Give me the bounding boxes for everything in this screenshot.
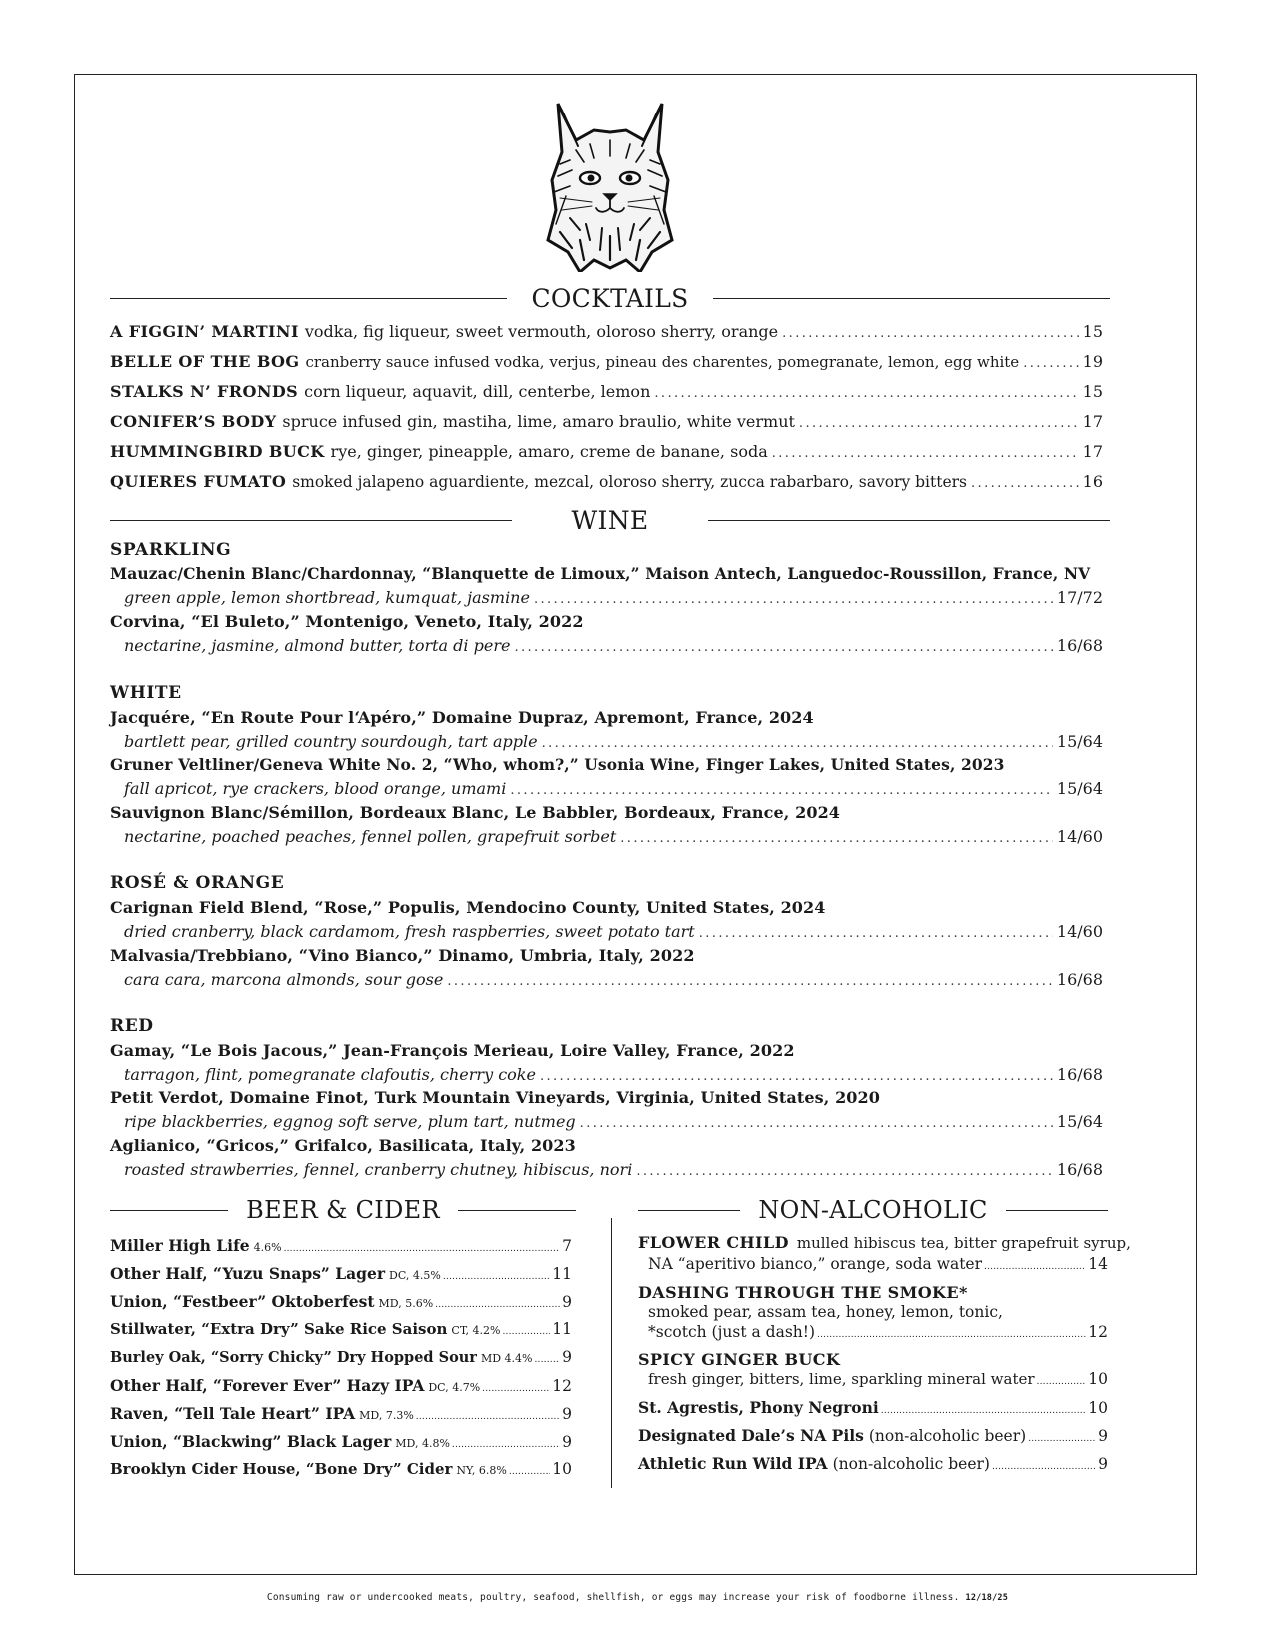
beer-price: 9 <box>562 1405 572 1423</box>
wine-notes: green apple, lemon shortbread, kumquat, jasmine <box>124 588 530 607</box>
na-desc: fresh ginger, bitters, lime, sparkling mineral water <box>648 1370 1035 1388</box>
cocktail-name: A FIGGIN’ MARTINI <box>110 322 299 341</box>
wine-title: Gruner Veltliner/Geneva White No. 2, “Who, whom?,” Usonia Wine, Finger Lakes, United States, 2023 <box>110 755 1005 774</box>
na-item <box>638 1398 1108 1417</box>
divider <box>708 520 1110 521</box>
cocktail-item <box>110 442 1103 461</box>
divider <box>110 1210 228 1211</box>
leader-dots <box>482 1384 550 1394</box>
na-name: Designated Dale’s NA Pils <box>638 1426 864 1445</box>
beer-meta: DC, 4.5% <box>389 1269 441 1282</box>
section-title: NON-ALCOHOLIC <box>758 1196 988 1224</box>
leader-dots <box>540 1069 1053 1084</box>
cocktail-price: 17 <box>1082 442 1103 461</box>
leader-dots <box>636 1164 1053 1179</box>
wine-title: Mauzac/Chenin Blanc/Chardonnay, “Blanquette de Limoux,” Maison Antech, Languedoc-Roussillon, France, NV <box>110 564 1091 583</box>
beer-meta: DC, 4.7% <box>428 1381 481 1394</box>
beer-name: Stillwater, “Extra Dry” Sake Rice Saison <box>110 1320 448 1338</box>
wine-title: Malvasia/Trebbiano, “Vino Bianco,” Dinamo, Umbria, Italy, 2022 <box>110 946 695 965</box>
wine-category: WHITE <box>110 683 182 703</box>
beer-meta: MD, 7.3% <box>359 1409 414 1422</box>
wine-notes-row <box>124 779 1103 798</box>
divider <box>1006 1210 1108 1211</box>
wine-notes: dried cranberry, black cardamom, fresh raspberries, sweet potato tart <box>124 922 695 941</box>
beer-name: Other Half, “Yuzu Snaps” Lager <box>110 1264 386 1283</box>
cocktail-item <box>110 412 1103 431</box>
leader-dots <box>654 386 1078 401</box>
wine-header <box>110 506 1110 535</box>
wine-notes: bartlett pear, grilled country sourdough, tart apple <box>124 732 538 751</box>
wine-notes-row <box>124 732 1103 751</box>
leader-dots <box>580 1116 1053 1131</box>
na-item-flower-child <box>638 1233 1131 1252</box>
leader-dots <box>817 1330 1086 1340</box>
leader-dots <box>881 1406 1086 1416</box>
na-name: Athletic Run Wild IPA <box>638 1454 828 1473</box>
wine-notes: nectarine, jasmine, almond butter, torta di pere <box>124 636 511 655</box>
cocktail-item <box>110 352 1103 371</box>
na-price: 9 <box>1098 1427 1108 1445</box>
wine-notes-row <box>124 1065 1103 1084</box>
na-desc-row <box>648 1370 1108 1388</box>
wine-notes: ripe blackberries, eggnog soft serve, plum tart, nutmeg <box>124 1112 576 1131</box>
wine-price: 14/60 <box>1056 827 1103 846</box>
beer-item <box>110 1292 572 1311</box>
wine-price: 16/68 <box>1056 1160 1103 1179</box>
leader-dots <box>542 736 1053 751</box>
leader-dots <box>534 592 1053 607</box>
leader-dots <box>971 476 1079 491</box>
cocktail-name: CONIFER’S BODY <box>110 412 277 431</box>
beer-name: Union, “Blackwing” Black Lager <box>110 1432 392 1451</box>
section-title: WINE <box>571 506 649 535</box>
leader-dots <box>447 974 1053 989</box>
wine-price: 15/64 <box>1056 732 1103 751</box>
leader-dots <box>799 416 1079 431</box>
wine-notes-row <box>124 827 1103 846</box>
leader-dots <box>284 1244 561 1254</box>
wine-category: RED <box>110 1016 154 1036</box>
wine-notes: roasted strawberries, fennel, cranberry chutney, hibiscus, nori <box>124 1160 633 1179</box>
section-title: BEER & CIDER <box>246 1196 440 1224</box>
beer-header <box>110 1196 576 1224</box>
wine-price: 15/64 <box>1056 779 1103 798</box>
wine-price: 16/68 <box>1056 1065 1103 1084</box>
na-suffix: (non-alcoholic beer) <box>832 1455 990 1473</box>
wine-category: ROSÉ & ORANGE <box>110 873 285 893</box>
wine-title: Sauvignon Blanc/Sémillon, Bordeaux Blanc, Le Babbler, Bordeaux, France, 2024 <box>110 803 841 822</box>
beer-meta: CT, 4.2% <box>451 1324 501 1337</box>
divider <box>110 298 507 299</box>
na-price: 14 <box>1088 1255 1108 1273</box>
leader-dots <box>416 1412 560 1422</box>
column-divider <box>611 1218 612 1488</box>
cocktail-price: 15 <box>1082 382 1103 401</box>
cocktail-name: STALKS N’ FRONDS <box>110 382 299 401</box>
na-desc: mulled hibiscus tea, bitter grapefruit syrup, <box>796 1234 1131 1252</box>
na-desc-row <box>648 1323 1108 1341</box>
beer-price: 7 <box>562 1237 572 1255</box>
beer-price: 11 <box>552 1320 572 1338</box>
beer-price: 11 <box>552 1265 572 1283</box>
wine-notes-row <box>124 922 1103 941</box>
beer-meta: NY, 6.8% <box>456 1464 507 1477</box>
cocktail-item <box>110 382 1103 401</box>
cocktail-desc: corn liqueur, aquavit, dill, centerbe, lemon <box>304 382 651 401</box>
divider <box>638 1210 740 1211</box>
beer-price: 9 <box>562 1348 572 1366</box>
wine-price: 16/68 <box>1056 970 1103 989</box>
beer-item <box>110 1432 572 1451</box>
leader-dots <box>509 1467 550 1477</box>
na-name: FLOWER CHILD <box>638 1233 789 1252</box>
leader-dots <box>782 326 1079 341</box>
beer-price: 12 <box>552 1377 572 1395</box>
wine-notes-row <box>124 1112 1103 1131</box>
divider <box>713 298 1110 299</box>
cocktail-price: 15 <box>1082 322 1103 341</box>
beer-item <box>110 1404 572 1423</box>
leader-dots <box>992 1462 1096 1472</box>
cocktail-desc: smoked jalapeno aguardiente, mezcal, oloroso sherry, zucca rabarbaro, savory bitters <box>292 473 968 491</box>
beer-item <box>110 1376 572 1395</box>
na-name: SPICY GINGER BUCK <box>638 1350 841 1369</box>
wine-notes: tarragon, flint, pomegranate clafoutis, cherry coke <box>124 1065 536 1084</box>
beer-price: 9 <box>562 1293 572 1311</box>
na-suffix: (non-alcoholic beer) <box>868 1427 1027 1445</box>
na-desc: smoked pear, assam tea, honey, lemon, tonic, <box>648 1303 1003 1321</box>
wine-title: Gamay, “Le Bois Jacous,” Jean-François Merieau, Loire Valley, France, 2022 <box>110 1041 795 1060</box>
beer-name: Miller High Life <box>110 1236 250 1255</box>
beer-price: 9 <box>562 1433 572 1451</box>
cocktail-desc: cranberry sauce infused vodka, verjus, pineau des charentes, pomegranate, lemon, egg white <box>305 353 1020 371</box>
leader-dots <box>1037 1377 1087 1387</box>
cocktail-name: HUMMINGBIRD BUCK <box>110 442 325 461</box>
wine-title: Carignan Field Blend, “Rose,” Populis, Mendocino County, United States, 2024 <box>110 898 826 917</box>
beer-name: Brooklyn Cider House, “Bone Dry” Cider <box>110 1460 453 1478</box>
beer-name: Union, “Festbeer” Oktoberfest <box>110 1292 375 1311</box>
beer-name: Raven, “Tell Tale Heart” IPA <box>110 1404 356 1423</box>
beer-meta: MD, 4.8% <box>395 1437 450 1450</box>
wine-price: 14/60 <box>1056 922 1103 941</box>
cocktail-item <box>110 322 1103 341</box>
beer-item <box>110 1264 572 1283</box>
wine-notes-row <box>124 636 1103 655</box>
divider <box>458 1210 576 1211</box>
wine-price: 15/64 <box>1056 1112 1103 1131</box>
na-price: 12 <box>1088 1323 1108 1341</box>
leader-dots <box>510 783 1053 798</box>
beer-item <box>110 1236 572 1255</box>
leader-dots <box>443 1272 550 1282</box>
cocktail-desc: spruce infused gin, mastiha, lime, amaro braulio, white vermut <box>282 412 795 431</box>
leader-dots <box>620 831 1053 846</box>
cocktail-desc: vodka, fig liqueur, sweet vermouth, oloroso sherry, orange <box>304 322 779 341</box>
wine-price: 16/68 <box>1056 636 1103 655</box>
menu-date: 12/18/25 <box>965 1593 1009 1603</box>
beer-name: Burley Oak, “Sorry Chicky” Dry Hopped Sour <box>110 1349 477 1366</box>
na-item <box>638 1426 1108 1445</box>
beer-item <box>110 1320 572 1338</box>
wine-title: Petit Verdot, Domaine Finot, Turk Mountain Vineyards, Virginia, United States, 2020 <box>110 1088 881 1107</box>
disclaimer-text: Consuming raw or undercooked meats, poultry, seafood, shellfish, or eggs may increase your risk of foodborne illness. <box>266 1592 960 1603</box>
na-price: 9 <box>1098 1455 1108 1473</box>
cocktail-item <box>110 472 1103 491</box>
na-header <box>638 1196 1108 1224</box>
cocktails-header <box>110 284 1110 313</box>
na-desc: NA “aperitivo bianco,” orange, soda water <box>648 1255 983 1273</box>
cocktail-price: 16 <box>1082 472 1103 491</box>
cocktail-desc: rye, ginger, pineapple, amaro, creme de banane, soda <box>330 442 768 461</box>
leader-dots <box>772 446 1079 461</box>
leader-dots <box>699 926 1053 941</box>
na-price: 10 <box>1088 1399 1108 1417</box>
wine-notes-row <box>124 970 1103 989</box>
footer-disclaimer <box>0 1592 1275 1603</box>
leader-dots <box>1028 1434 1096 1444</box>
wine-category: SPARKLING <box>110 540 232 560</box>
na-name: DASHING THROUGH THE SMOKE* <box>638 1283 968 1302</box>
na-desc: *scotch (just a dash!) <box>648 1323 816 1341</box>
leader-dots <box>514 640 1052 655</box>
beer-price: 10 <box>552 1460 572 1478</box>
beer-meta: MD 4.4% <box>480 1352 533 1365</box>
wine-title: Corvina, “El Buleto,” Montenigo, Veneto, Italy, 2022 <box>110 612 584 631</box>
leader-dots <box>435 1300 560 1310</box>
beer-item <box>110 1348 572 1366</box>
wine-notes-row <box>124 1160 1103 1179</box>
leader-dots <box>452 1440 560 1450</box>
na-item <box>638 1454 1108 1473</box>
wine-title: Aglianico, “Gricos,” Grifalco, Basilicata, Italy, 2023 <box>110 1136 576 1155</box>
wine-notes: cara cara, marcona almonds, sour gose <box>124 970 444 989</box>
wine-notes: fall apricot, rye crackers, blood orange, umami <box>124 779 507 798</box>
leader-dots <box>984 1262 1086 1272</box>
cocktail-name: QUIERES FUMATO <box>110 472 287 491</box>
cocktail-price: 19 <box>1082 352 1103 371</box>
cat-logo-icon <box>540 100 680 272</box>
wine-notes: nectarine, poached peaches, fennel pollen, grapefruit sorbet <box>124 827 617 846</box>
leader-dots <box>502 1327 550 1337</box>
na-desc-row <box>648 1255 1108 1273</box>
wine-title: Jacquére, “En Route Pour l‘Apéro,” Domaine Dupraz, Apremont, France, 2024 <box>110 708 814 727</box>
cocktail-name: BELLE OF THE BOG <box>110 352 300 371</box>
section-title: COCKTAILS <box>531 284 689 313</box>
beer-meta: MD, 5.6% <box>378 1297 434 1310</box>
leader-dots <box>1023 356 1078 371</box>
wine-notes-row <box>124 588 1103 607</box>
na-price: 10 <box>1088 1370 1108 1388</box>
divider <box>110 520 512 521</box>
beer-meta: 4.6% <box>253 1241 282 1254</box>
beer-name: Other Half, “Forever Ever” Hazy IPA <box>110 1376 425 1395</box>
leader-dots <box>534 1355 560 1365</box>
wine-price: 17/72 <box>1056 588 1103 607</box>
beer-item <box>110 1460 572 1478</box>
cocktail-price: 17 <box>1082 412 1103 431</box>
na-name: St. Agrestis, Phony Negroni <box>638 1398 879 1417</box>
